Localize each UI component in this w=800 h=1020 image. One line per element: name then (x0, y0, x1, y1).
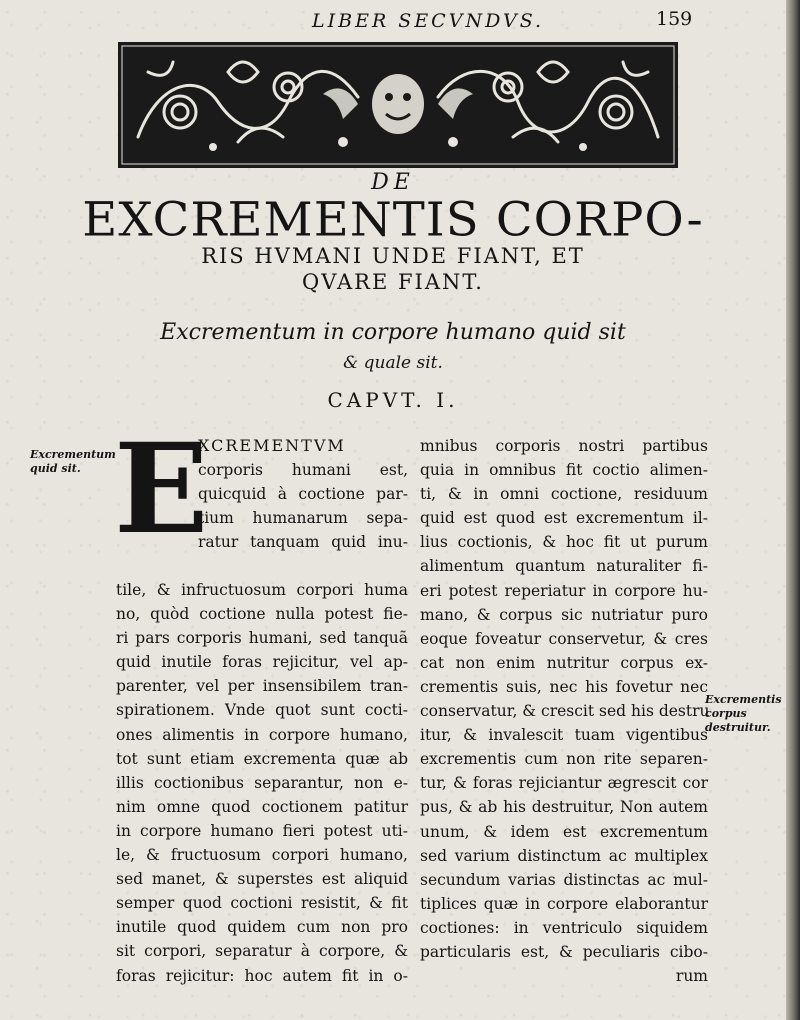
text-line: conservatur, & crescit sed his destru (420, 702, 710, 721)
text-line: in corpore humano fieri potest uti- (116, 821, 408, 840)
text-line: mano, & corpus sic nutriatur puro (420, 605, 708, 624)
text-line: ti, & in omni coctione, residuum (420, 485, 708, 504)
chapter-number: CAPVT. I. (327, 388, 459, 412)
text-line: no, quòd coctione nulla potest fie- (116, 605, 408, 624)
body-column-left (116, 578, 408, 988)
book-gutter-edge (786, 0, 800, 1020)
subtitle-line-2: & quale sit. (343, 353, 443, 373)
text-line: nim omne quod coctionem patitur (116, 797, 408, 816)
text-line: ratur tanquam quid inu- (198, 533, 408, 552)
text-line: semper quod coctioni resistit, & fit (116, 894, 408, 913)
text-line: excrementis cum non rite separen- (420, 750, 708, 769)
text-line: illis coctionibus separantur, non e- (116, 773, 408, 792)
text-line: secundum varias distinctas ac mul- (420, 870, 708, 889)
text-line: pus, & ab his destruitur, Non autem (420, 798, 708, 817)
text-line: eri potest reperiatur in corpore hu- (420, 581, 708, 600)
running-head (0, 4, 786, 34)
text-line: quia in omnibus fit coctio alimen- (420, 461, 708, 480)
text-line: eoque foveatur conservetur, & cres (420, 629, 708, 648)
text-line: particularis est, & peculiaris cibo- (420, 942, 708, 961)
chapter-title-line-2: RIS HVMANI UNDE FIANT, ET (201, 244, 585, 268)
chapter-title-line-3: QVARE FIANT. (302, 270, 484, 294)
text-line: lius coctionis, & hoc fit ut purum (420, 533, 708, 552)
marginal-note-right: Excrementis corpus destruitur. (705, 693, 782, 734)
chapter-title-line-1: EXCREMENTIS CORPO- (82, 192, 704, 248)
drop-cap-initial: E (114, 417, 209, 562)
text-line: coctiones: in ventriculo siquidem (420, 918, 708, 937)
text-line: unum, & idem est excrementum (420, 822, 708, 841)
text-line: crementis suis, nec his fovetur nec (420, 677, 708, 696)
text-line: XCREMENTVM (198, 436, 346, 455)
text-line: sit corpori, separatur à corpore, & (116, 942, 408, 961)
text-line: inutile quod quidem cum non pro (116, 918, 408, 937)
heading-de: DE (371, 170, 415, 195)
body-column-right (420, 434, 708, 988)
text-line: ones alimentis in corpore humano, (116, 725, 408, 744)
text-line: tot sunt etiam excrementa quæ ab (116, 749, 408, 768)
text-line: quid inutile foras rejicitur, vel ap- (116, 653, 408, 672)
text-line: corporis humani est, (198, 461, 408, 480)
text-line: itur, & invalescit tuam vigentibus (420, 726, 708, 745)
subtitle-line-1: Excrementum in corpore humano quid sit (160, 320, 626, 345)
text-line: rum (675, 967, 708, 986)
marginal-note-left: Excrementum quid sit. (30, 448, 116, 475)
text-line: tile, & infructuosum corpori huma (116, 581, 408, 599)
text-line: tur, & foras rejiciantur ægrescit cor (420, 774, 708, 793)
text-line: quid est quod est excrementum il- (420, 509, 708, 528)
text-line: foras rejicitur: hoc autem fit in o- (116, 966, 408, 985)
floral-headpiece-icon (118, 42, 678, 168)
text-line: quicquid à coctione par- (198, 485, 408, 504)
text-line: mnibus corporis nostri partibus (420, 437, 708, 455)
body-column-left-indented (198, 434, 408, 554)
text-line: parenter, vel per insensibilem tran- (116, 677, 408, 696)
running-title: LIBER SECVNDVS. (312, 10, 545, 32)
text-line: alimentum quantum naturaliter fi- (420, 557, 708, 576)
page-number: 159 (656, 8, 693, 30)
text-line: ri pars corporis humani, sed tanquã (116, 629, 408, 648)
text-line: tiplices quæ in corpore elaborantur (420, 894, 708, 913)
text-line: sed manet, & superstes est aliquid (116, 870, 408, 889)
text-line: sed varium distinctum ac multiplex (420, 846, 708, 865)
text-line: le, & fructuosum corpori humano, (116, 846, 408, 865)
text-line: cat non enim nutritur corpus ex- (420, 653, 708, 672)
text-line: tium humanarum sepa- (198, 509, 408, 528)
text-line: spirationem. Vnde quot sunt cocti- (116, 701, 408, 720)
